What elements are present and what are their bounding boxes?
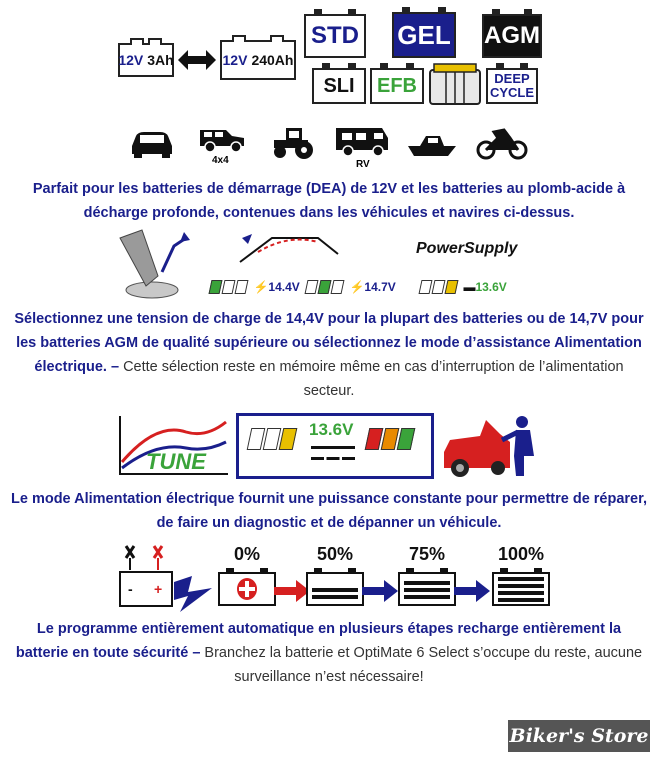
charge-100-label: 100% bbox=[497, 544, 545, 564]
std-battery-icon bbox=[304, 14, 366, 58]
small-battery-voltage: 12V bbox=[118, 52, 144, 68]
rv-group bbox=[334, 124, 390, 170]
cell-battery-icon bbox=[428, 62, 482, 106]
voltage-13-6: 13.6V bbox=[475, 279, 507, 294]
display-leds-left bbox=[249, 428, 297, 450]
medical-cross-icon bbox=[237, 578, 257, 600]
large-battery-voltage: 12V bbox=[222, 52, 248, 68]
arrow-right-icon-3 bbox=[454, 580, 490, 602]
clamp-battery-icon bbox=[116, 544, 176, 610]
display-leds-right bbox=[367, 428, 415, 450]
efb-battery-icon bbox=[370, 68, 424, 104]
charger-display bbox=[236, 413, 434, 479]
voltage-14-4: 14.4V bbox=[268, 279, 300, 294]
gel-battery-icon bbox=[392, 12, 456, 58]
led-off bbox=[331, 280, 345, 294]
mechanic-car-icon bbox=[440, 412, 548, 480]
power-supply-label: PowerSupply bbox=[416, 240, 518, 257]
paragraph-auto-program bbox=[10, 617, 648, 689]
paragraph-auto-program-normal: Branchez la batterie et OptiMate 6 Select s’occupe du reste, aucune surveillance n’est nécessaire! bbox=[200, 645, 643, 685]
4x4-group bbox=[196, 122, 248, 168]
bikers-store-logo: Biker's Store bbox=[508, 720, 650, 752]
double-arrow-icon bbox=[178, 48, 216, 72]
arrow-right-icon-1 bbox=[274, 580, 310, 602]
deep-label: DEEP bbox=[494, 71, 530, 86]
bolt-icon: ⚡ bbox=[349, 279, 365, 294]
bolt-icon: ⚡ bbox=[253, 279, 269, 294]
voltage-14-7: 14.7V bbox=[364, 279, 396, 294]
led-off bbox=[222, 280, 236, 294]
led-green bbox=[397, 428, 416, 450]
deep-cycle-battery-icon bbox=[486, 68, 538, 104]
arrow-right-icon-2 bbox=[362, 580, 398, 602]
tune-label: TUNE bbox=[146, 449, 206, 474]
paragraph-auto-program-bold: Le programme entièrement automatique en plusieurs étapes recharge entièrement la batterie en toute sécurité – bbox=[15, 621, 622, 661]
paragraph-power-mode bbox=[10, 487, 648, 535]
battery-50-icon bbox=[306, 572, 364, 606]
agm-battery-icon bbox=[482, 14, 542, 58]
mode-14-4 bbox=[210, 278, 300, 296]
paragraph-voltage-select bbox=[10, 307, 648, 403]
sli-battery-icon bbox=[312, 68, 366, 104]
led-off bbox=[419, 280, 433, 294]
boat-icon bbox=[406, 128, 458, 158]
tractor-icon bbox=[266, 124, 316, 160]
4x4-label: 4x4 bbox=[212, 155, 229, 166]
led-green bbox=[318, 280, 332, 294]
paragraph-voltage-select-bold: Sélectionnez une tension de charge de 14,4V pour la plupart des batteries ou de 14,7V pour les batteries AGM de qualité supérieure ou sélectionnez le mode d’assistance Alimentation électrique. – bbox=[14, 311, 644, 375]
dash-icon: ▬ bbox=[463, 279, 476, 294]
selection-hand-icon bbox=[112, 226, 192, 302]
small-battery-icon bbox=[118, 43, 174, 77]
charge-0-label: 0% bbox=[233, 544, 260, 564]
lightning-icon bbox=[172, 574, 214, 614]
car-icon bbox=[128, 126, 176, 158]
agm-label: AGM bbox=[484, 22, 540, 49]
led-off bbox=[432, 280, 446, 294]
large-battery-capacity: 240Ah bbox=[251, 52, 294, 68]
std-label: STD bbox=[311, 22, 359, 49]
charge-50-label: 50% bbox=[316, 544, 354, 564]
paragraph-battery-compat bbox=[10, 177, 648, 225]
small-battery-capacity: 3Ah bbox=[147, 52, 174, 68]
paragraph-battery-compat-bold: Parfait pour les batteries de démarrage (DEA) de 12V et les batteries au plomb-acide à décharge profonde, contenues dans les véhicules et navires ci-dessus. bbox=[32, 181, 626, 221]
rv-label: RV bbox=[356, 159, 370, 170]
mode-14-7 bbox=[306, 278, 396, 296]
led-off bbox=[235, 280, 249, 294]
mode-power-supply bbox=[420, 278, 507, 296]
led-off bbox=[305, 280, 319, 294]
efb-label: EFB bbox=[377, 74, 417, 97]
sli-label: SLI bbox=[323, 74, 355, 97]
voltage-curve-icon bbox=[238, 232, 358, 266]
large-battery-icon bbox=[220, 40, 296, 80]
4x4-icon bbox=[196, 122, 248, 152]
led-yellow bbox=[445, 280, 459, 294]
motorcycle-icon bbox=[476, 124, 528, 160]
gel-label: GEL bbox=[397, 19, 451, 50]
paragraph-power-mode-bold: Le mode Alimentation électrique fournit une puissance constante pour permettre de réparer, de faire un diagnostic et de dépanner un véhicule. bbox=[11, 491, 647, 531]
svg-text:+: + bbox=[154, 581, 163, 597]
display-voltage: 13.6V bbox=[309, 420, 354, 439]
rv-icon bbox=[334, 124, 390, 156]
charge-75-label: 75% bbox=[408, 544, 446, 564]
battery-75-icon bbox=[398, 572, 456, 606]
paragraph-voltage-select-normal: Cette sélection reste en mémoire même en cas d’interruption de l’alimentation secteur. bbox=[119, 359, 624, 399]
svg-text:-: - bbox=[128, 581, 133, 597]
led-yellow bbox=[279, 428, 298, 450]
display-dashes bbox=[311, 446, 355, 460]
battery-0-icon bbox=[218, 572, 276, 606]
cycle-label: CYCLE bbox=[489, 85, 535, 100]
led-green bbox=[209, 280, 223, 294]
battery-100-icon bbox=[492, 572, 550, 606]
